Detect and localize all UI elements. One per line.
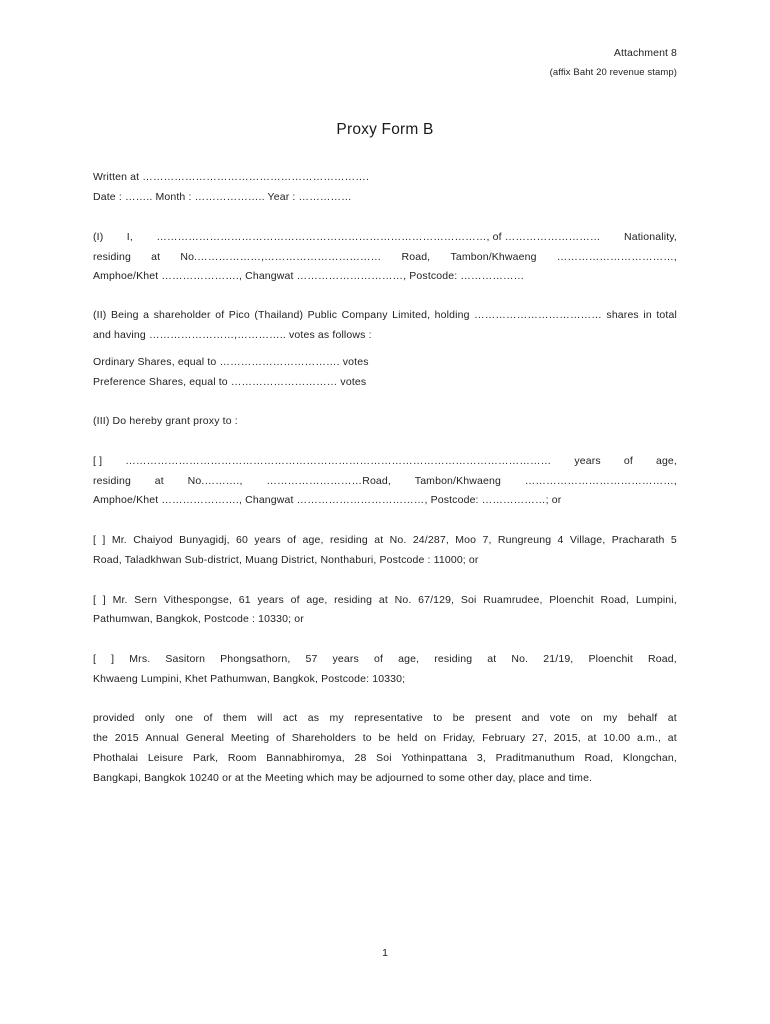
word: 60 <box>236 534 249 546</box>
word: No. <box>394 594 412 606</box>
word: Phongsathorn, <box>220 653 291 665</box>
word: Friday, <box>442 732 476 744</box>
word: 3, <box>476 752 486 764</box>
word: [ <box>93 594 97 606</box>
word: Soi <box>376 752 392 764</box>
word: Road, <box>600 594 630 606</box>
word: Sasitorn <box>165 653 206 665</box>
word: on <box>580 712 593 724</box>
word: Village, <box>569 534 606 546</box>
word: ……………………………………, <box>524 475 677 487</box>
word: (II) <box>93 309 107 321</box>
proxy1-line1 <box>93 533 677 547</box>
word: will <box>257 712 273 724</box>
revenue-stamp-note: (affix Baht 20 revenue stamp) <box>549 67 677 78</box>
word: at <box>374 534 384 546</box>
word: Road, <box>401 251 431 263</box>
word: Shareholders <box>291 732 356 744</box>
word: [ <box>93 534 97 546</box>
word: age, <box>655 455 677 467</box>
word: in <box>643 309 652 321</box>
word: Ruamrudee, <box>483 594 543 606</box>
closing-line4: Bangkapi, Bangkok 10240 or at the Meeting which may be adjourned to some other day, place and time. <box>93 772 593 784</box>
word: and <box>521 712 540 724</box>
word: on <box>424 732 437 744</box>
word: Road, <box>648 653 677 665</box>
word: Sern <box>134 594 158 606</box>
word: Company <box>341 309 388 321</box>
word: General <box>185 732 225 744</box>
word: I, <box>126 231 133 243</box>
word: present <box>475 712 512 724</box>
word: 57 <box>305 653 318 665</box>
word: of <box>287 534 297 546</box>
word: residing <box>329 534 368 546</box>
word: of <box>374 653 384 665</box>
date-line: Date : …….. Month : ……………….. Year : …………… <box>93 191 352 203</box>
section1-line2 <box>93 250 677 264</box>
word: the <box>93 732 109 744</box>
word: Ploenchit <box>588 653 633 665</box>
attachment-label: Attachment 8 <box>613 47 677 59</box>
word: Ploenchit <box>549 594 594 606</box>
word: Being <box>110 309 139 321</box>
word: ] <box>111 653 115 665</box>
word: Mrs. <box>129 653 151 665</box>
word: representative <box>354 712 423 724</box>
word: 24/287, <box>412 534 449 546</box>
word: Yothinpattana <box>401 752 468 764</box>
section2-line2: and having ……………………,………….. votes as follows : <box>93 329 372 341</box>
word: total <box>656 309 677 321</box>
word: [ ] <box>93 455 103 467</box>
word: a.m., <box>636 732 662 744</box>
word: Annual <box>145 732 180 744</box>
word: 21/19, <box>543 653 574 665</box>
word: residing <box>334 594 373 606</box>
word: No. <box>389 534 407 546</box>
word: Room <box>227 752 257 764</box>
word: vote <box>549 712 571 724</box>
word: residing <box>434 653 473 665</box>
word: 10.00 <box>603 732 631 744</box>
word: age, <box>398 653 420 665</box>
section3-heading: (III) Do hereby grant proxy to : <box>93 415 238 427</box>
word: holding <box>434 309 470 321</box>
word: a <box>143 309 150 321</box>
word: my <box>603 712 618 724</box>
word: ……………………………, <box>556 251 677 263</box>
word: ……………………………… <box>474 309 602 321</box>
word: 2015 <box>114 732 139 744</box>
page-number: 1 <box>382 947 388 959</box>
word: shares <box>606 309 639 321</box>
section1-line3: Amphoe/Khet …………………., Changwat …………………………, Postcode: ……………… <box>93 270 525 282</box>
word: of <box>275 732 286 744</box>
word: Leisure <box>147 752 184 764</box>
word: at <box>154 475 164 487</box>
word: February <box>482 732 526 744</box>
word: held <box>397 732 418 744</box>
word: be <box>452 712 465 724</box>
proxy2-line2: Pathumwan, Bangkok, Postcode : 10330; or <box>93 613 304 625</box>
word: 61 <box>238 594 251 606</box>
word: Rungreung <box>497 534 552 546</box>
word: provided <box>93 712 135 724</box>
word: ………………………Road, <box>266 475 391 487</box>
word: Nationality, <box>624 231 677 243</box>
closing-line2 <box>93 731 677 745</box>
word: ………………………………………………………………………………………………………… <box>125 455 552 467</box>
page-title: Proxy Form B <box>336 121 434 138</box>
word: residing <box>93 475 131 487</box>
word: [ <box>93 653 97 665</box>
word: of <box>203 712 213 724</box>
word: Tambon/Khwaeng <box>414 475 501 487</box>
word: No.………., <box>187 475 243 487</box>
word: 67/129, <box>418 594 455 606</box>
word: to <box>433 712 443 724</box>
word: Mr. <box>111 534 127 546</box>
word: behalf <box>627 712 658 724</box>
preference-shares-line: Preference Shares, equal to ………………………… votes <box>93 376 367 388</box>
closing-line3 <box>93 751 677 765</box>
word: …………………………………………………………………………………, of ……………………… <box>156 231 601 243</box>
word: 28 <box>354 752 367 764</box>
word: ] <box>102 534 106 546</box>
section2-line1 <box>93 308 677 322</box>
closing-line1 <box>93 711 677 725</box>
word: at <box>667 712 677 724</box>
word: 2015, <box>553 732 581 744</box>
word: act <box>282 712 298 724</box>
proxy-blank-line2 <box>93 474 677 488</box>
word: age, <box>306 594 328 606</box>
word: one <box>175 712 194 724</box>
word: Park, <box>192 752 219 764</box>
word: residing <box>93 251 131 263</box>
word: years <box>254 534 281 546</box>
word: Pracharath <box>611 534 665 546</box>
word: only <box>144 712 165 724</box>
word: Tambon/Khwaeng <box>450 251 537 263</box>
proxy3-line2: Khwaeng Lumpini, Khet Pathumwan, Bangkok, Postcode: 10330; <box>93 673 406 685</box>
word: Chaiyod <box>133 534 173 546</box>
word: as <box>307 712 320 724</box>
word: Meeting <box>230 732 270 744</box>
proxy-blank-line1 <box>93 454 677 468</box>
word: Klongchan, <box>622 752 677 764</box>
word: Praditmanuthum <box>495 752 575 764</box>
proxy2-line1 <box>93 593 677 607</box>
word: Bannabhiromya, <box>266 752 345 764</box>
word: (Thailand) <box>254 309 304 321</box>
word: No. <box>511 653 529 665</box>
word: Road, <box>584 752 614 764</box>
word: be <box>378 732 391 744</box>
word: ] <box>102 594 106 606</box>
written-at-line: Written at ………………………………………………………. <box>93 171 370 183</box>
word: Bunyagidj, <box>179 534 230 546</box>
word: 7, <box>482 534 492 546</box>
word: at <box>667 732 677 744</box>
word: shareholder <box>153 309 211 321</box>
word: Lumpini, <box>635 594 677 606</box>
word: at <box>487 653 497 665</box>
section1-line1 <box>93 230 677 244</box>
word: them <box>222 712 247 724</box>
word: at <box>587 732 597 744</box>
word: years <box>257 594 284 606</box>
word: 27, <box>531 732 548 744</box>
proxy-blank-line3: Amphoe/Khet …………………., Changwat ………………………………, Postcode: ………………; or <box>93 494 562 506</box>
proxy3-line1 <box>93 652 677 666</box>
word: Moo <box>455 534 477 546</box>
ordinary-shares-line: Ordinary Shares, equal to ……………………………. votes <box>93 356 369 368</box>
word: 4 <box>557 534 564 546</box>
word: Soi <box>460 594 477 606</box>
word: years <box>574 455 601 467</box>
word: Public <box>307 309 338 321</box>
word: to <box>362 732 372 744</box>
word: Pico <box>228 309 250 321</box>
word: Vithespongse, <box>163 594 233 606</box>
word: of <box>215 309 225 321</box>
word: (I) <box>93 231 104 243</box>
word: my <box>329 712 344 724</box>
word: Limited, <box>392 309 431 321</box>
proxy1-line2: Road, Taladkhwan Sub-district, Muang District, Nonthaburi, Postcode : 11000; or <box>93 554 479 566</box>
word: years <box>332 653 359 665</box>
word: Phothalai <box>93 752 139 764</box>
word: 5 <box>670 534 677 546</box>
word: Mr. <box>112 594 128 606</box>
word: age, <box>302 534 324 546</box>
word: of <box>290 594 300 606</box>
word: at <box>151 251 161 263</box>
word: of <box>623 455 633 467</box>
word: at <box>378 594 388 606</box>
word: No.………………,…………………………… <box>180 251 382 263</box>
